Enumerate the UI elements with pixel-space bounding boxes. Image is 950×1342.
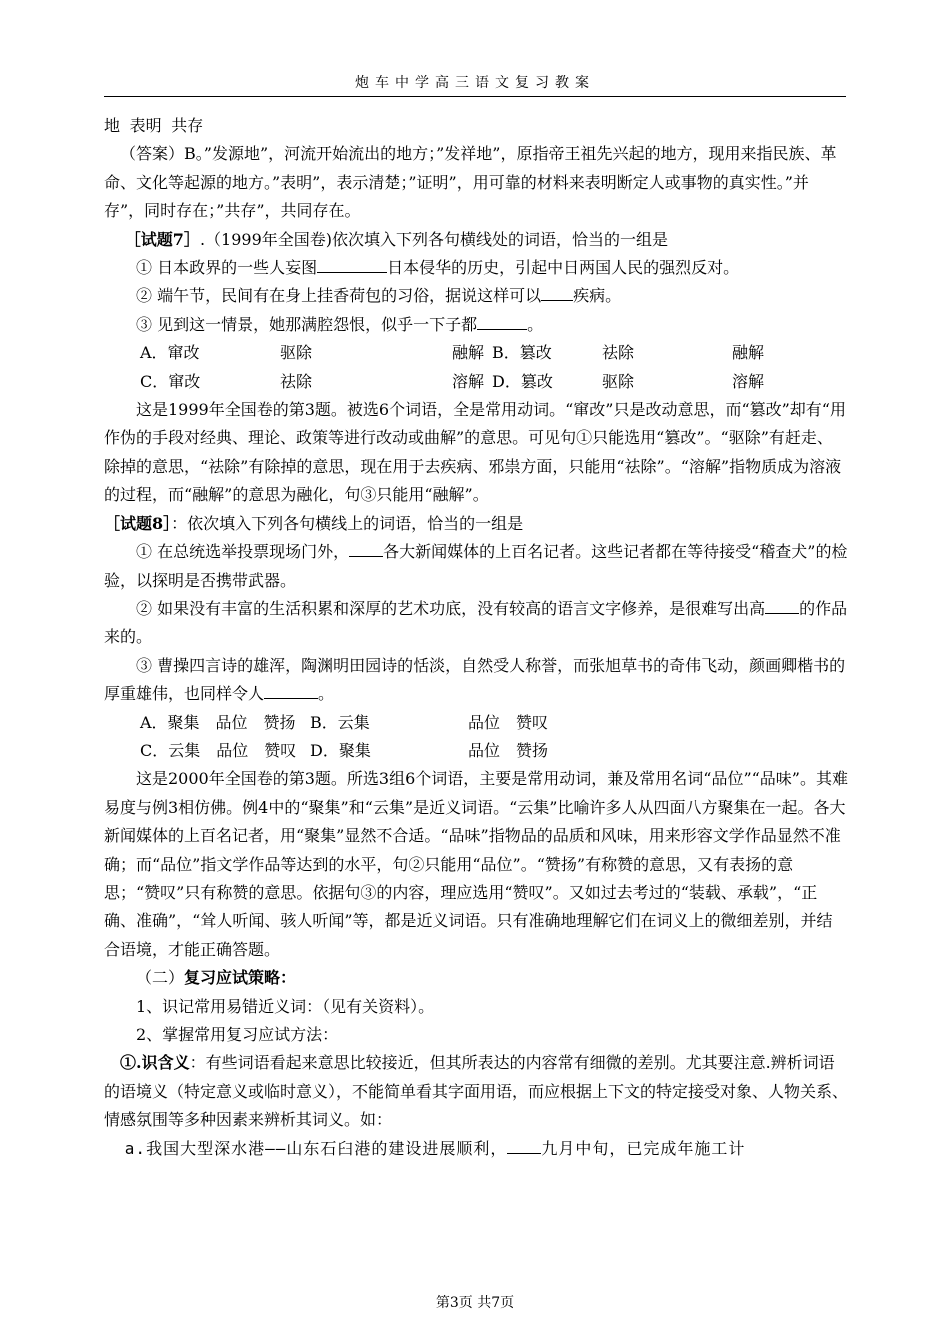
option-word: 驱除 bbox=[602, 371, 635, 391]
question-7-label: ［试题7］ bbox=[124, 229, 200, 249]
blank-line bbox=[349, 542, 383, 557]
question-7-options-cd bbox=[104, 368, 848, 396]
blank-line bbox=[317, 258, 387, 273]
paragraph-words: 地 表明 共存 bbox=[104, 116, 204, 135]
question-8-text: ：依次填入下列各句横线上的词语，恰当的一组是 bbox=[171, 513, 524, 533]
question-8-stem bbox=[104, 510, 848, 538]
option-word: 品位 赞叹 bbox=[468, 712, 549, 732]
sentence-text: ② 端午节，民间有在身上挂香荷包的习俗，据说这样可以 bbox=[136, 286, 542, 306]
question-8-sentence-2 bbox=[104, 595, 848, 652]
question-8-analysis: 这是2000年全国卷的第3题。所选3组6个词语，主要是常用动词，兼及常用名词“品位”“品味”。其难易度与例3相仿佛。例4中的“聚集”和“云集”是近义词语。“云集”比喻许多人从四面八方聚集在一起。各大新闻媒体的上百名记者，用“聚集”显然不合适。“品味”指物品的品质和风味，用来形容文学作品显然不准确；而“品位”指文学作品等达到的水平，句②只能用“品位”。“赞扬”有称赞的意思，又有表扬的意思；“赞叹”只有称赞的意思。依据句③的内容，理应选用“赞叹”。又如过去考过的“装载、承载”，“正确、准确”，“耸人听闻、骇人听闻”等，都是近义词语。只有准确地理解它们在词义上的微细差别，并结合语境，才能正确答题。 bbox=[104, 769, 848, 959]
option-a: A．聚集 品位 赞扬 bbox=[140, 712, 296, 732]
option-word: 溶解 bbox=[452, 371, 485, 391]
sentence-text: 疾病。 bbox=[573, 286, 622, 306]
sentence-text: 各大新闻媒体的上百名记者。这些记者都在等待接受“稽查犬”的检验，以探明是否携带武器。 bbox=[104, 542, 848, 590]
sentence-text: ③ 见到这一情景，她那满腔怨恨，似乎一下子都 bbox=[136, 314, 478, 334]
option-a: A．窜改 bbox=[140, 343, 200, 363]
blank-line bbox=[477, 315, 527, 330]
sentence-text: ① 日本政界的一些人妄图 bbox=[136, 258, 318, 278]
blank-line bbox=[765, 599, 799, 614]
sentence-text: ③ 曹操四言诗的雄浑，陶渊明田园诗的恬淡，自然受人称誉，而张旭草书的奇伟飞动，颜画卿楷书的厚重雄伟，也同样令人 bbox=[104, 655, 846, 704]
option-word: 品位 赞扬 bbox=[468, 740, 549, 760]
example-text: a.我国大型深水港——山东石臼港的建设进展顺利， bbox=[124, 1138, 508, 1158]
option-word: 祛除 bbox=[280, 371, 313, 391]
question-7-analysis: 这是1999年全国卷的第3题。被选6个词语，全是常用动词。“窜改”只是改动意思，而“篡改”却有“用作伪的手段对经典、理论、政策等进行改动或曲解”的意思。可见句①只能选用“篡改”。“驱除”有赶走、除掉的意思，“祛除”有除掉的意思，现在用于去疾病、邪祟方面，只能用“祛除”。“溶解”指物质成为溶液的过程，而“融解”的意思为融化，句③只能用“融解”。 bbox=[104, 400, 846, 505]
option-b: B．篡改 bbox=[492, 343, 552, 363]
question-7-stem bbox=[104, 226, 848, 254]
option-word: 祛除 bbox=[602, 343, 635, 363]
section-number: （二） bbox=[136, 968, 185, 988]
method-text: ：有些词语看起来意思比较接近，但其所表达的内容常有细微的差别。尤其要注意.辨析词语的语境义（特定意义或临时意义），不能简单看其字面用语，而应根据上下文的特定接受对象、人物关系、情感氛围等多种因素来辨析其词义。如： bbox=[104, 1053, 849, 1130]
option-b: B．云集 bbox=[310, 712, 370, 732]
question-7-sentence-3 bbox=[104, 311, 848, 339]
sentence-text: ② 如果没有丰富的生活积累和深厚的艺术功底，没有较高的语言文字修养，是很难写出高 bbox=[136, 598, 766, 618]
option-d: D．篡改 bbox=[492, 371, 553, 391]
paragraph-answer: （答案）B。”发源地”，河流开始流出的地方；”发祥地”，原指帝王祖先兴起的地方，现用来指民族、革命、文化等起源的地方。”表明”，表示清楚；”证明”，用可靠的材料来表明断定人或事物的真实性。”并存”，同时存在；”共存”，共同存在。 bbox=[104, 144, 837, 221]
document-body bbox=[104, 112, 848, 1163]
example-a bbox=[104, 1135, 848, 1163]
method-label: ①.识含义 bbox=[120, 1053, 190, 1073]
question-7-options-ab bbox=[104, 339, 848, 367]
page-footer: 第3页 共7页 bbox=[435, 1295, 515, 1311]
option-c: C．窜改 bbox=[140, 371, 201, 391]
question-7-sentence-2 bbox=[104, 282, 848, 310]
sentence-text: 日本侵华的历史，引起中日两国人民的强烈反对。 bbox=[387, 258, 740, 278]
question-8-sentence-1 bbox=[104, 538, 848, 595]
example-text: 九月中旬，已完成年施工计 bbox=[541, 1138, 746, 1158]
list-item-2: 2、掌握常用复习应试方法： bbox=[136, 1025, 339, 1044]
option-word: 融解 bbox=[732, 343, 765, 363]
page-header: 炮车中学高三语文复习教案 bbox=[104, 72, 846, 97]
option-c: C．云集 品位 赞叹 bbox=[140, 740, 297, 760]
option-d: D．聚集 bbox=[310, 740, 371, 760]
list-item-1: 1、识记常用易错近义词：（见有关资料）。 bbox=[136, 996, 435, 1016]
section-2-heading bbox=[104, 964, 848, 992]
blank-line bbox=[541, 286, 573, 301]
question-7-sentence-1 bbox=[104, 254, 848, 282]
sentence-text: 。 bbox=[527, 314, 544, 334]
blank-line bbox=[264, 684, 318, 699]
option-word: 溶解 bbox=[732, 371, 765, 391]
method-1 bbox=[104, 1049, 848, 1134]
blank-line bbox=[507, 1139, 541, 1154]
sentence-text: 。 bbox=[318, 684, 335, 704]
question-7-text: .（1999年全国卷)依次填入下列各句横线处的词语，恰当的一组是 bbox=[199, 229, 668, 249]
option-word: 驱除 bbox=[280, 343, 313, 363]
question-8-sentence-3 bbox=[104, 652, 848, 709]
question-8-options-ab bbox=[104, 709, 848, 737]
question-8-label: ［试题8］ bbox=[104, 513, 172, 533]
sentence-text: ① 在总统选举投票现场门外， bbox=[136, 542, 350, 562]
question-8-options-cd bbox=[104, 737, 848, 765]
sentence-text: 的作品来的。 bbox=[104, 598, 848, 647]
option-word: 融解 bbox=[452, 343, 485, 363]
section-title: 复习应试策略： bbox=[184, 968, 297, 988]
